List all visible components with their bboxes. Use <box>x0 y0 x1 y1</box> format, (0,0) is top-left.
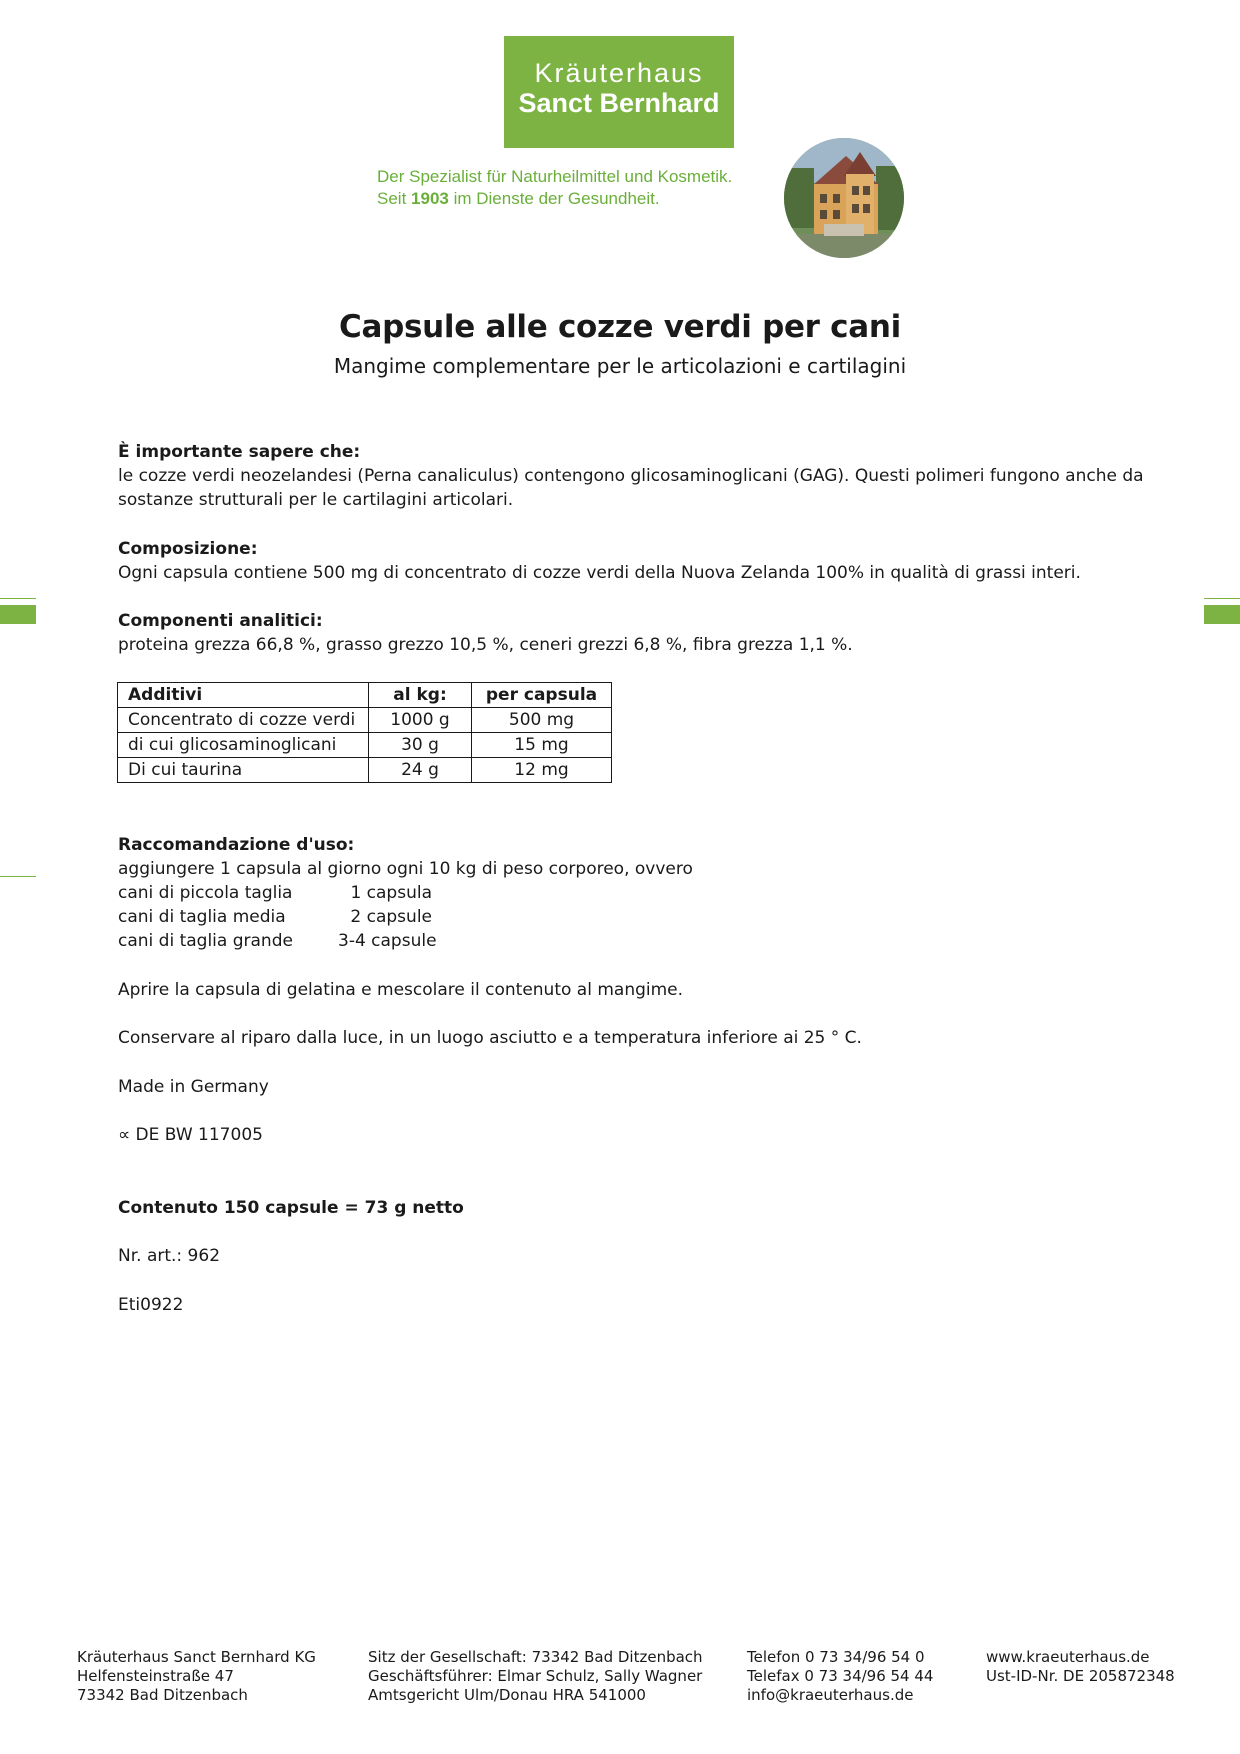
dose-amount: 1 capsula <box>350 883 432 903</box>
cell-per-capsule: 15 mg <box>472 733 612 758</box>
table-row <box>118 733 612 758</box>
footer-city: 73342 Bad Ditzenbach <box>77 1686 248 1704</box>
analytics-heading: Componenti analitici: <box>118 611 323 631</box>
table-row <box>118 708 612 733</box>
footer-vat-id: Ust-ID-Nr. DE 205872348 <box>986 1667 1175 1685</box>
footer-registered-office: Sitz der Gesellschaft: 73342 Bad Ditzenbach <box>368 1648 703 1666</box>
header-per-capsule: per capsula <box>472 683 612 708</box>
cell-per-capsule: 12 mg <box>472 758 612 783</box>
important-text-line-2: sostanze strutturali per le cartilagini articolari. <box>118 490 514 510</box>
cell-additive: Concentrato di cozze verdi <box>118 708 369 733</box>
footer-managing-directors: Geschäftsführer: Elmar Schulz, Sally Wagner <box>368 1667 703 1685</box>
product-subtitle: Mangime complementare per le articolazioni e cartilagini <box>333 354 907 378</box>
composition-text: Ogni capsula contiene 500 mg di concentrato di cozze verdi della Nuova Zelanda 100% in qualità di grassi interi. <box>118 563 1081 583</box>
right-fold-bar <box>1204 605 1240 624</box>
header-additivi: Additivi <box>118 683 369 708</box>
cell-per-kg: 24 g <box>369 758 472 783</box>
origin-text: Made in Germany <box>118 1077 269 1097</box>
header-per-kg: al kg: <box>369 683 472 708</box>
cell-additive: di cui glicosaminoglicani <box>118 733 369 758</box>
tagline-line-1: Der Spezialist für Naturheilmittel und Kosmetik. <box>377 167 733 186</box>
additives-table <box>117 682 612 783</box>
footer-contact <box>747 1648 933 1705</box>
left-punch-line <box>0 876 36 877</box>
preparation-text: Aprire la capsula di gelatina e mescolare il contenuto al mangime. <box>118 980 684 1000</box>
logo-line-1: Kräuterhaus <box>534 58 704 88</box>
dose-row <box>118 881 432 905</box>
logo-line-2: Sanct Bernhard <box>518 88 720 118</box>
left-fold-line <box>0 598 36 599</box>
tagline-year: 1903 <box>411 189 449 208</box>
important-heading: È importante sapere che: <box>118 442 361 462</box>
storage-text: Conservare al riparo dalla luce, in un luogo asciutto e a temperatura inferiore ai 25 ° C. <box>118 1028 862 1048</box>
footer-legal <box>368 1648 703 1705</box>
left-fold-bar <box>0 605 36 624</box>
brand-logo <box>504 36 734 148</box>
building-photo-icon <box>784 138 904 258</box>
tagline-suffix: im Dienste der Gesundheit. <box>448 189 660 208</box>
footer-company-address <box>77 1648 316 1705</box>
footer-fax: Telefax 0 73 34/96 54 44 <box>747 1667 934 1685</box>
cell-per-capsule: 500 mg <box>472 708 612 733</box>
usage-intro: aggiungere 1 capsula al giorno ogni 10 kg di peso corporeo, ovvero <box>118 859 693 879</box>
article-number: Nr. art.: 962 <box>118 1246 221 1266</box>
cell-per-kg: 1000 g <box>369 708 472 733</box>
usage-heading: Raccomandazione d'uso: <box>118 835 355 855</box>
dose-label: cani di taglia media <box>118 907 286 927</box>
table-header-row <box>118 683 612 708</box>
product-title: Capsule alle cozze verdi per cani <box>339 309 901 345</box>
dose-row <box>118 929 437 953</box>
footer-website: www.kraeuterhaus.de <box>986 1648 1150 1666</box>
brand-tagline <box>377 166 777 210</box>
footer-court-register: Amtsgericht Ulm/Donau HRA 541000 <box>368 1686 646 1704</box>
registration-number: ∝ DE BW 117005 <box>118 1125 263 1145</box>
tagline-line-2 <box>377 188 777 210</box>
table-row <box>118 758 612 783</box>
dose-amount: 2 capsule <box>350 907 432 927</box>
content-quantity: Contenuto 150 capsule = 73 g netto <box>118 1198 464 1218</box>
analytics-text: proteina grezza 66,8 %, grasso grezzo 10,5 %, ceneri grezzi 6,8 %, fibra grezza 1,1 %. <box>118 635 853 655</box>
footer-email: info@kraeuterhaus.de <box>747 1686 914 1704</box>
footer-company-name: Kräuterhaus Sanct Bernhard KG <box>77 1648 316 1666</box>
composition-heading: Composizione: <box>118 539 258 559</box>
dose-label: cani di taglia grande <box>118 931 293 951</box>
tagline-prefix: Seit <box>377 189 412 208</box>
dose-row <box>118 905 432 929</box>
dose-amount: 3-4 capsule <box>338 931 437 951</box>
cell-additive: Di cui taurina <box>118 758 369 783</box>
dose-label: cani di piccola taglia <box>118 883 293 903</box>
cell-per-kg: 30 g <box>369 733 472 758</box>
right-fold-line <box>1204 598 1240 599</box>
footer-web-tax <box>986 1648 1175 1686</box>
label-code: Eti0922 <box>118 1295 184 1315</box>
footer-street: Helfensteinstraße 47 <box>77 1667 234 1685</box>
important-text-line-1: le cozze verdi neozelandesi (Perna canaliculus) contengono glicosaminoglicani (GAG). Questi polimeri fungono anche da <box>118 466 1144 486</box>
footer-phone: Telefon 0 73 34/96 54 0 <box>747 1648 925 1666</box>
